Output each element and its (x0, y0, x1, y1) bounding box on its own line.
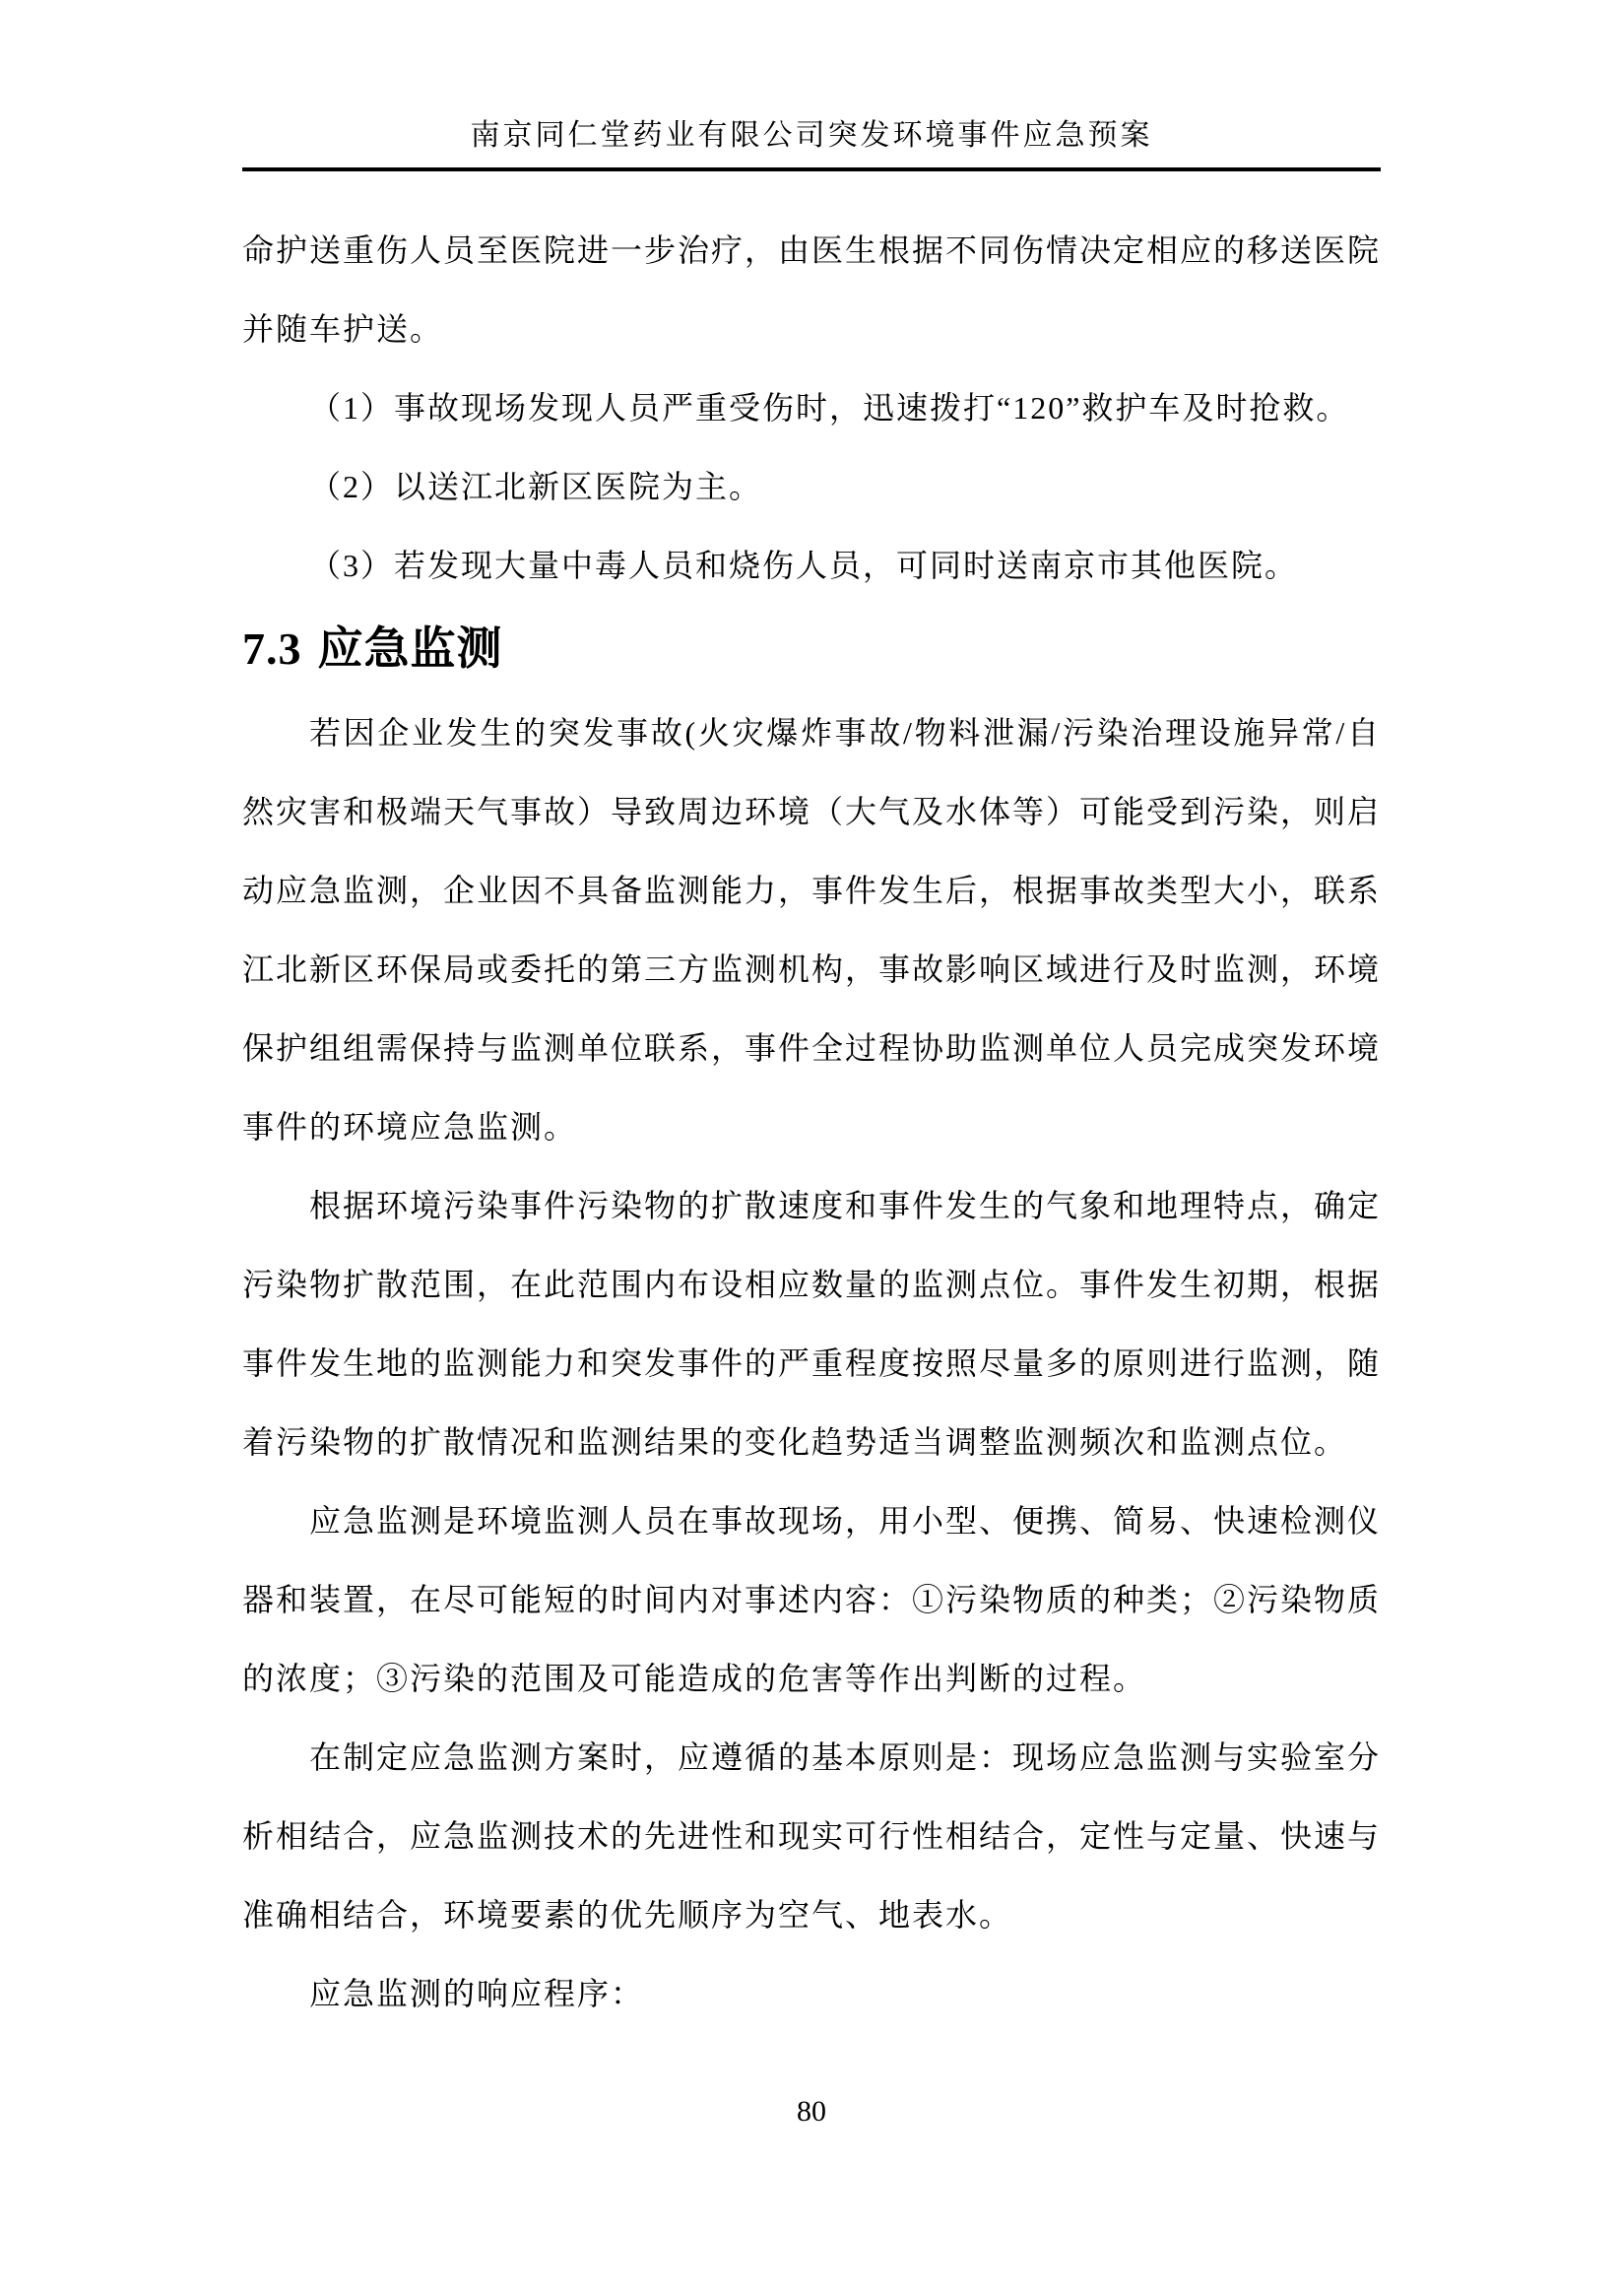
header-rule (242, 167, 1381, 171)
list-item-2: （2）以送江北新区医院为主。 (309, 469, 763, 504)
document-body (242, 211, 1381, 2033)
paragraph-hospital-transfer: 命护送重伤人员至医院进一步治疗，由医生根据不同伤情决定相应的移送医院并随车护送。 (242, 232, 1382, 347)
page-number: 80 (797, 2095, 826, 2128)
document-header-title: 南京同仁堂药业有限公司突发环境事件应急预案 (470, 119, 1153, 152)
paragraph-response-procedure-lead: 应急监测的响应程序： (309, 1976, 645, 2011)
paragraph-monitoring-definition: 应急监测是环境监测人员在事故现场，用小型、便携、简易、快速检测仪器和装置，在尽可能短的时间内对事述内容：①污染物质的种类；②污染物质的浓度；③污染的范围及可能造成的危害等作出判断的过程。 (242, 1503, 1382, 1696)
section-number: 7.3 (242, 623, 302, 674)
paragraph-monitoring-points: 根据环境污染事件污染物的扩散速度和事件发生的气象和地理特点，确定污染物扩散范围，在此范围内布设相应数量的监测点位。事件发生初期，根据事件发生地的监测能力和突发事件的严重程度按照尽量多的原则进行监测，随着污染物的扩散情况和监测结果的变化趋势适当调整监测频次和监测点位。 (242, 1188, 1382, 1460)
section-title: 应急监测 (317, 623, 503, 674)
paragraph-monitoring-principles: 在制定应急监测方案时，应遵循的基本原则是：现场应急监测与实验室分析相结合，应急监测技术的先进性和现实可行性相结合，定性与定量、快速与准确相结合，环境要素的优先顺序为空气、地表水。 (242, 1739, 1382, 1933)
list-item-1: （1）事故现场发现人员严重受伤时，迅速拨打“120”救护车及时抢救。 (309, 390, 1350, 426)
section-heading (242, 605, 1381, 693)
list-item-3: （3）若发现大量中毒人员和烧伤人员，可同时送南京市其他医院。 (309, 548, 1299, 583)
paragraph-monitoring-trigger: 若因企业发生的突发事故(火灾爆炸事故/物料泄漏/污染治理设施异常/自然灾害和极端天气事故）导致周边环境（大气及水体等）可能受到污染，则启动应急监测，企业因不具备监测能力，事件发生后，根据事故类型大小，联系江北新区环保局或委托的第三方监测机构，事故影响区域进行及时监测，环境保护组组需保持与监测单位联系，事件全过程协助监测单位人员完成突发环境事件的环境应急监测。 (242, 715, 1382, 1145)
